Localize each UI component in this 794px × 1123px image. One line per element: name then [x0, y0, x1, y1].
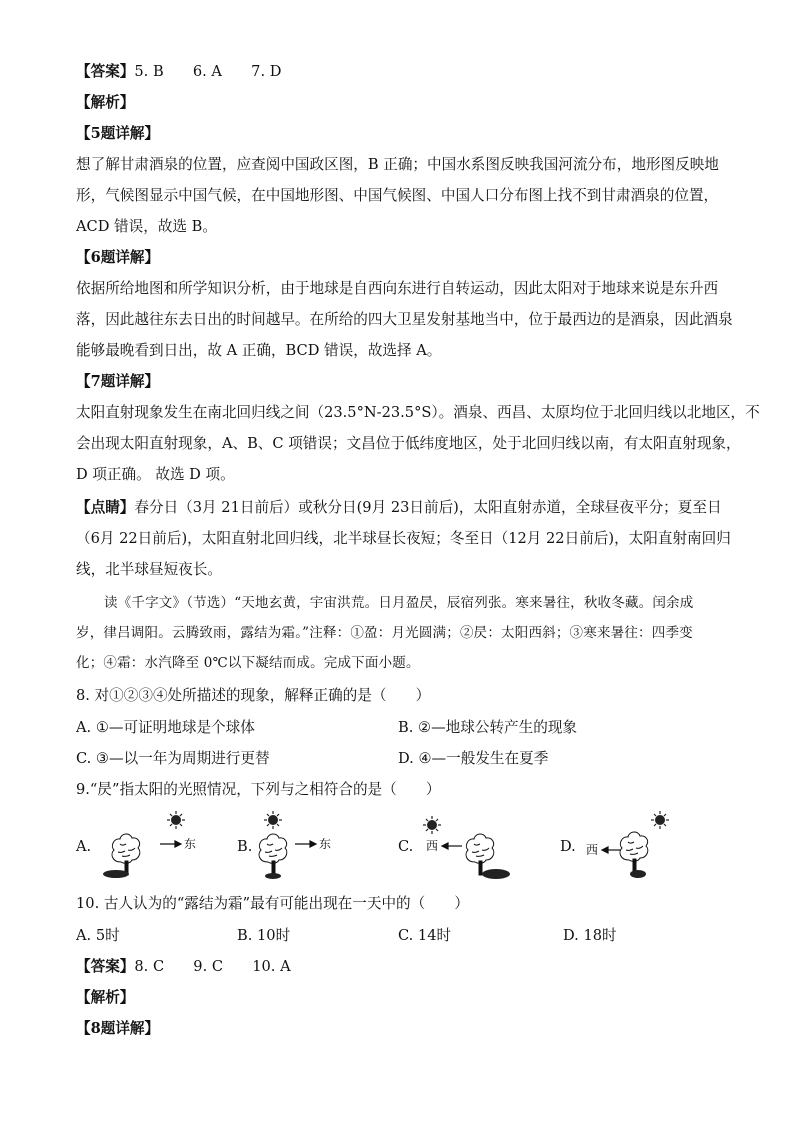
q9-option-d-figure: [560, 810, 700, 882]
q9-option-d-label: D.: [560, 838, 576, 855]
arrow-right-icon: [295, 841, 316, 847]
sun-icon: [651, 811, 669, 829]
shadow-shape: [482, 869, 510, 879]
answer-tag: 【答案】: [76, 63, 135, 80]
q8-heading: 【8题详解】: [76, 1020, 160, 1037]
q6-line-2: 落，因此越往东去日出的时间越早。在所给的四大卫星发射基地当中，位于最西边的是酒泉，因此酒泉: [76, 311, 733, 328]
reading-line-3: 化；④霜：水汽降至 0℃以下凝结而成。完成下面小题。: [76, 655, 420, 671]
tree-icon: [259, 834, 287, 875]
q10-option-d[interactable]: D. 18时: [563, 927, 617, 944]
q8-option-a[interactable]: A. ①—可证明地球是个球体: [76, 719, 255, 736]
tree-icon: [466, 834, 494, 875]
q9-option-a-label: A.: [76, 838, 92, 855]
q9-option-a-figure: [76, 810, 216, 882]
q10-option-c[interactable]: C. 14时: [398, 927, 452, 944]
q10-stem: 10. 古人认为的“露结为霜”最有可能出现在一天中的（ ）: [76, 895, 470, 912]
reading-line-1: 读《千字文》（节选）“天地玄黄，宇宙洪荒。日月盈昃，辰宿列张。寒来暑往，秋收冬藏。闰余成: [104, 595, 694, 611]
q8-option-d[interactable]: D. ④—一般发生在夏季: [398, 750, 549, 767]
tip-line-3: 线，北半球昼短夜长。: [76, 561, 222, 578]
arrow-left-icon: [442, 843, 462, 849]
sun-icon: [423, 816, 441, 834]
q5-line-3: ACD 错误，故选 B。: [76, 218, 217, 235]
tip-tag: 【点睛】: [76, 499, 135, 516]
q10-option-b[interactable]: B. 10时: [237, 927, 291, 944]
tree-icon: [620, 832, 648, 873]
q7-line-3: D 项正确。 故选 D 项。: [76, 466, 235, 483]
q9-option-c-label: C.: [398, 838, 414, 855]
arrow-left-icon: [602, 847, 622, 853]
tip-text-1: 春分日（3月 21日前后）或秋分日(9月 23日前后)，太阳直射赤道，全球昼夜平分；夏至日: [134, 499, 722, 516]
direction-label: 东: [319, 837, 332, 851]
shadow-shape: [265, 873, 281, 879]
q9-option-c[interactable]: [398, 810, 538, 882]
sun-icon: [264, 811, 282, 829]
reading-line-2: 岁，律吕调阳。云腾致雨，露结为霜。”注释：①盈：月光圆满；②昃：太阳西斜；③寒来暑往：四季变: [76, 625, 693, 641]
q6-line-3: 能够最晚看到日出，故 A 正确，BCD 错误，故选择 A。: [76, 342, 442, 359]
answer-tag-2: 【答案】: [76, 958, 135, 975]
q7-line-2: 会出现太阳直射现象，A、B、C 项错误；文昌位于低纬度地区，处于北回归线以南，有太阳直射现象，: [76, 435, 741, 452]
answer-text-2: 8. C 9. C 10. A: [134, 958, 291, 975]
direction-label: 东: [184, 837, 197, 851]
q8-stem: 8. 对①②③④处所描述的现象，解释正确的是（ ）: [76, 687, 431, 704]
sun-icon: [167, 811, 185, 829]
analysis-heading-1: 【解析】: [76, 94, 135, 111]
q7-heading: 【7题详解】: [76, 373, 160, 390]
q9-option-c-figure: [398, 810, 538, 882]
q5-line-1: 想了解甘肃酒泉的位置，应查阅中国政区图，B 正确；中国水系图反映我国河流分布，地形图反映地: [76, 156, 719, 173]
answer-line-2: [76, 957, 291, 977]
q9-option-b-label: B.: [237, 838, 253, 855]
q5-line-2: 形，气候图显示中国气候，在中国地形图、中国气候图、中国人口分布图上找不到甘肃酒泉的位置，: [76, 187, 719, 204]
tip-line-2: （6月 22日前后)，太阳直射北回归线，北半球昼长夜短；冬至日（12月 22日前后)，太阳直射南回归: [76, 530, 731, 547]
q6-heading: 【6题详解】: [76, 249, 160, 266]
q9-option-d[interactable]: [560, 810, 700, 882]
shadow-shape: [103, 870, 129, 878]
analysis-heading-2: 【解析】: [76, 989, 135, 1006]
q8-option-c[interactable]: C. ③—以一年为周期进行更替: [76, 750, 270, 767]
q8-option-b[interactable]: B. ②—地球公转产生的现象: [398, 719, 578, 736]
answer-line-1: [76, 62, 281, 82]
q9-option-b[interactable]: [237, 810, 377, 882]
q9-stem: 9.“昃”指太阳的光照情况，下列与之相符合的是（ ）: [76, 781, 441, 798]
q9-option-b-figure: [237, 810, 377, 882]
arrow-right-icon: [160, 841, 181, 847]
q7-line-1: 太阳直射现象发生在南北回归线之间（23.5°N-23.5°S）。酒泉、西昌、太原均位于北回归线以北地区，不: [76, 404, 760, 421]
tip-line-1: [76, 498, 722, 518]
q10-option-a[interactable]: A. 5时: [76, 927, 120, 944]
direction-label: 西: [586, 843, 599, 857]
tree-icon: [112, 834, 140, 875]
answer-text: 5. B 6. A 7. D: [134, 63, 282, 80]
shadow-shape: [630, 870, 646, 878]
q9-option-a[interactable]: [76, 810, 216, 882]
direction-label: 西: [426, 839, 439, 853]
q5-heading: 【5题详解】: [76, 125, 160, 142]
q6-line-1: 依据所给地图和所学知识分析，由于地球是自西向东进行自转运动，因此太阳对于地球来说是东升西: [76, 280, 719, 297]
